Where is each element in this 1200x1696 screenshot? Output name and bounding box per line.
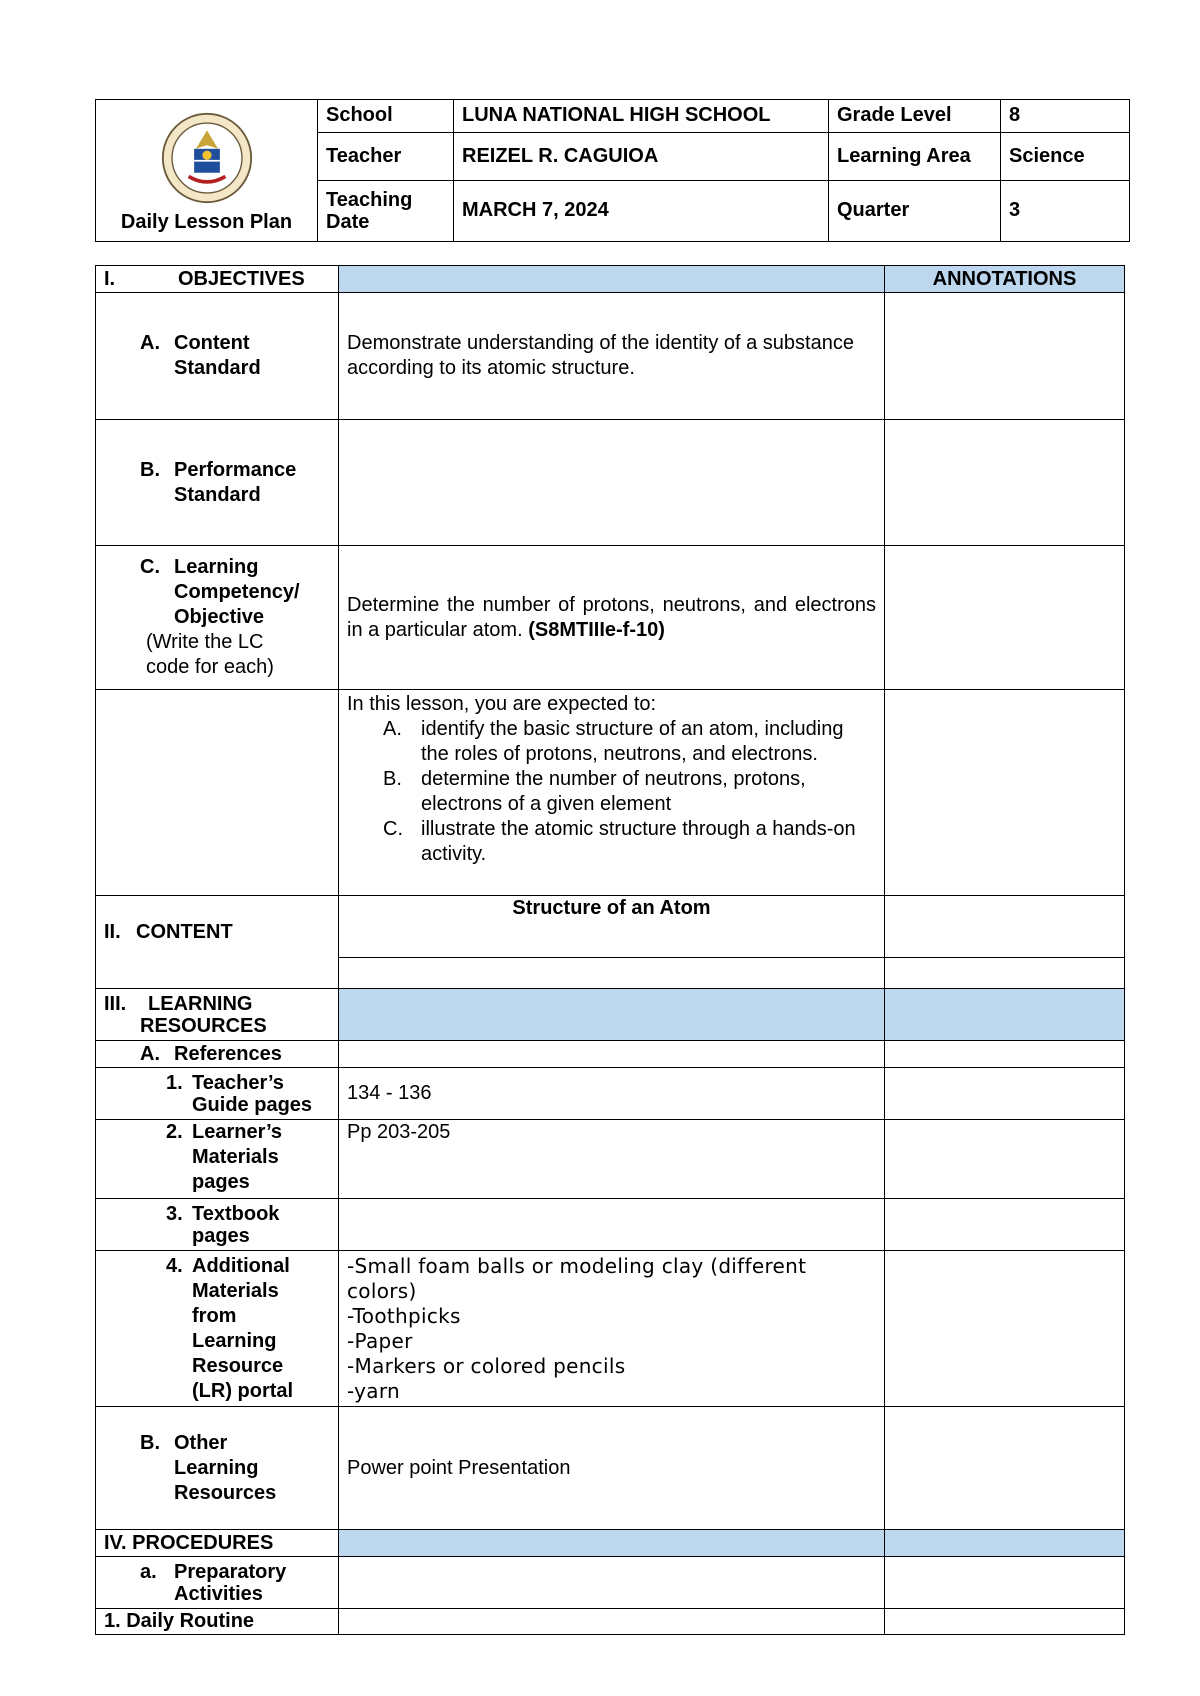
date-value: MARCH 7, 2024 <box>454 180 829 241</box>
teachers-guide-row <box>96 1068 1125 1120</box>
objectives-heading: I. OBJECTIVES <box>96 266 339 293</box>
additional-materials-annotation <box>885 1251 1125 1407</box>
daily-routine-label: 1. Daily Routine <box>96 1609 339 1635</box>
objective-item: B. determine the number of neutrons, protons, electrons of a given element <box>383 768 806 815</box>
grade-value: 8 <box>1001 100 1130 133</box>
procedures-heading-row <box>96 1530 1125 1557</box>
learning-competency-row <box>96 546 1125 690</box>
resources-heading-row <box>96 989 1125 1041</box>
quarter-value: 3 <box>1001 180 1130 241</box>
lesson-objectives: In this lesson, you are expected to: A. identify the basic structure of an atom, including the roles of protons, neutrons, and electrons. B. determine the number of neutrons, protons, electrons of a given element C. illustrate the atomic structure through a hands-on activity. <box>339 690 885 896</box>
school-label: School <box>318 100 454 133</box>
preparatory-annotation <box>885 1557 1125 1609</box>
objectives-shaded-cell <box>339 266 885 293</box>
content-annotation <box>885 896 1125 958</box>
objectives-heading-row <box>96 266 1125 293</box>
area-value: Science <box>1001 132 1130 180</box>
textbook-label: 3. Textbook pages <box>96 1199 339 1251</box>
resources-shaded-cell <box>339 989 885 1041</box>
date-label: Teaching Date <box>318 180 454 241</box>
content-standard-row <box>96 293 1125 420</box>
content-row <box>96 896 1125 958</box>
objective-item: C. illustrate the atomic structure through a hands-on activity. <box>383 818 856 865</box>
additional-materials-label: 4. Additional Materials from Learning Resource (LR) portal <box>96 1251 339 1407</box>
content-value: Structure of an Atom <box>339 896 885 958</box>
textbook-value <box>339 1199 885 1251</box>
teachers-guide-annotation <box>885 1068 1125 1120</box>
teacher-value: REIZEL R. CAGUIOA <box>454 132 829 180</box>
material-item: -yarn <box>347 1378 401 1403</box>
learning-competency-label: C. Learning Competency/ Objective (Write the LC code for each) <box>96 546 339 690</box>
procedures-shaded-annotation <box>885 1530 1125 1557</box>
lesson-objectives-row <box>96 690 1125 896</box>
daily-routine-row <box>96 1609 1125 1635</box>
resources-shaded-annotation <box>885 989 1125 1041</box>
content-standard-value: Demonstrate understanding of the identity of a substance according to its atomic structure. <box>339 293 885 420</box>
grade-label: Grade Level <box>829 100 1001 133</box>
objective-item: A. identify the basic structure of an atom, including the roles of protons, neutrons, and electrons. <box>383 718 844 765</box>
lesson-objectives-annotation <box>885 690 1125 896</box>
learners-materials-label: 2. Learner’s Materials pages <box>96 1120 339 1199</box>
other-resources-annotation <box>885 1407 1125 1530</box>
material-item: -Paper <box>347 1328 413 1353</box>
material-item: -Toothpicks <box>347 1303 461 1328</box>
teacher-label: Teacher <box>318 132 454 180</box>
preparatory-row <box>96 1557 1125 1609</box>
content-standard-label: A. Content Standard <box>96 293 339 420</box>
textbook-row <box>96 1199 1125 1251</box>
additional-materials-row <box>96 1251 1125 1407</box>
learning-competency-annotation <box>885 546 1125 690</box>
preparatory-label: a. Preparatory Activities <box>96 1557 339 1609</box>
area-label: Learning Area <box>829 132 1001 180</box>
preparatory-value <box>339 1557 885 1609</box>
material-item: -Markers or colored pencils <box>347 1353 626 1378</box>
references-value <box>339 1041 885 1068</box>
header-table <box>95 99 1130 242</box>
procedures-heading: IV. PROCEDURES <box>96 1530 339 1557</box>
learning-competency-value: Determine the number of protons, neutrons, and electrons in a particular atom. (S8MTIIIe-f-10) <box>339 546 885 690</box>
performance-standard-label: B. Performance Standard <box>96 420 339 546</box>
lesson-objectives-label <box>96 690 339 896</box>
performance-standard-row <box>96 420 1125 546</box>
daily-routine-value <box>339 1609 885 1635</box>
additional-materials-list <box>339 1251 885 1407</box>
content-extra-annotation <box>885 958 1125 989</box>
learners-materials-annotation <box>885 1120 1125 1199</box>
references-label: A. References <box>96 1041 339 1068</box>
content-heading: II. CONTENT <box>96 896 339 989</box>
school-value: LUNA NATIONAL HIGH SCHOOL <box>454 100 829 133</box>
performance-standard-value <box>339 420 885 546</box>
content-standard-annotation <box>885 293 1125 420</box>
teachers-guide-label: 1. Teacher’s Guide pages <box>96 1068 339 1120</box>
deped-seal-icon <box>161 112 253 204</box>
lesson-plan-table <box>95 265 1125 1635</box>
other-resources-label: B. Other Learning Resources <box>96 1407 339 1530</box>
content-extra-cell <box>339 958 885 989</box>
learners-materials-value: Pp 203-205 <box>339 1120 885 1199</box>
teachers-guide-value: 134 - 136 <box>339 1068 885 1120</box>
other-resources-value: Power point Presentation <box>339 1407 885 1530</box>
material-item: colors) <box>347 1278 417 1303</box>
logo-cell <box>96 100 318 242</box>
references-row <box>96 1041 1125 1068</box>
procedures-shaded-cell <box>339 1530 885 1557</box>
quarter-label: Quarter <box>829 180 1001 241</box>
lc-code: (S8MTIIIe-f-10) <box>528 618 665 641</box>
other-resources-row <box>96 1407 1125 1530</box>
resources-heading: III. LEARNING RESOURCES <box>96 989 339 1041</box>
learners-materials-row <box>96 1120 1125 1199</box>
plan-title: Daily Lesson Plan <box>120 211 293 233</box>
daily-routine-annotation <box>885 1609 1125 1635</box>
textbook-annotation <box>885 1199 1125 1251</box>
performance-standard-annotation <box>885 420 1125 546</box>
references-annotation <box>885 1041 1125 1068</box>
material-item: -Small foam balls or modeling clay (different <box>347 1253 807 1278</box>
annotations-heading: ANNOTATIONS <box>885 266 1125 293</box>
